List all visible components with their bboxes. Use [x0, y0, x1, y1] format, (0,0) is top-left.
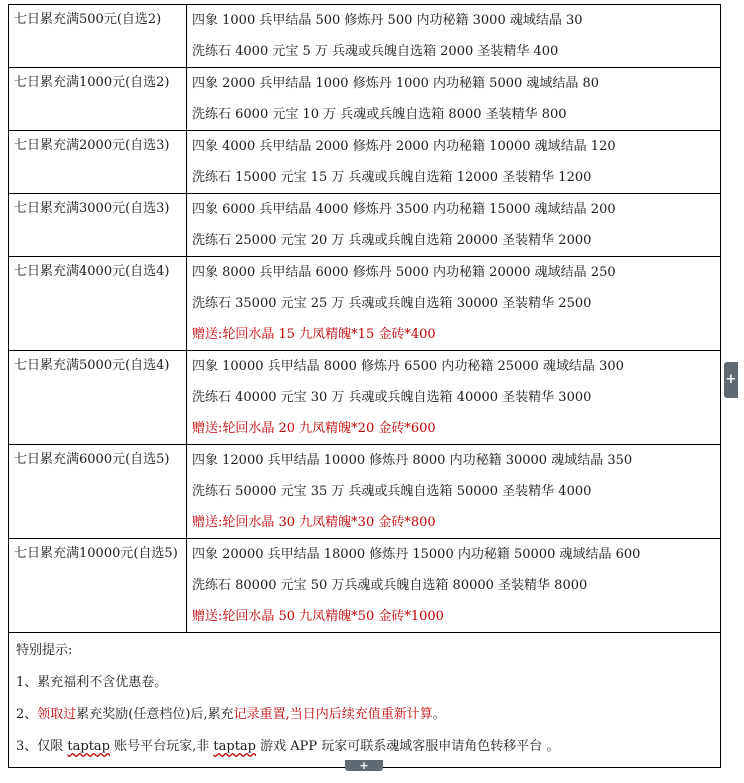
- reward-cell: [187, 131, 721, 194]
- table-row: [9, 68, 721, 131]
- reward-line: 洗练石 4000 元宝 5 万 兵魂或兵魄自选箱 2000 圣装精华 400: [192, 44, 559, 59]
- table-row: [9, 5, 721, 68]
- tier-cell: 七日累充满4000元(自选4): [9, 257, 187, 351]
- reward-line: 四象 10000 兵甲结晶 8000 修炼丹 6500 内功秘籍 25000 魂域结晶 300: [192, 359, 624, 374]
- tier-cell: 七日累充满6000元(自选5): [9, 445, 187, 539]
- note-3-suffix: 游戏 APP 玩家可联系魂域客服申请角色转移平台 。: [256, 739, 560, 754]
- reward-cell: [187, 194, 721, 257]
- expand-bottom-handle[interactable]: [345, 760, 383, 771]
- tier-cell: 七日累充满10000元(自选5): [9, 539, 187, 633]
- tier-cell: 七日累充满1000元(自选2): [9, 68, 187, 131]
- reward-line: 洗练石 50000 元宝 35 万 兵魂或兵魄自选箱 50000 圣装精华 4000: [192, 484, 592, 499]
- tier-cell: 七日累充满5000元(自选4): [9, 351, 187, 445]
- note-3-brand: taptap: [67, 739, 110, 754]
- notes-title: 特别提示:: [16, 643, 73, 658]
- note-3-brand: taptap: [213, 739, 256, 754]
- reward-cell: [187, 68, 721, 131]
- reward-line: 洗练石 6000 元宝 10 万 兵魂或兵魄自选箱 8000 圣装精华 800: [192, 107, 567, 122]
- tier-cell: 七日累充满500元(自选2): [9, 5, 187, 68]
- note-2-middle: 累充奖励(任意档位)后,累充: [76, 707, 234, 722]
- table-row: [9, 194, 721, 257]
- gift-line: 赠送:轮回水晶 50 九凤精魄*50 金砖*1000: [192, 609, 444, 624]
- notes-cell: [9, 633, 721, 768]
- gift-line: 赠送:轮回水晶 15 九凤精魄*15 金砖*400: [192, 327, 436, 342]
- reward-line: 洗练石 25000 元宝 20 万 兵魂或兵魄自选箱 20000 圣装精华 2000: [192, 233, 592, 248]
- reward-line: 四象 2000 兵甲结晶 1000 修炼丹 1000 内功秘籍 5000 魂域结晶 80: [192, 76, 600, 91]
- table-row: [9, 131, 721, 194]
- tier-cell: 七日累充满3000元(自选3): [9, 194, 187, 257]
- note-2-highlight-claimed: 领取过: [37, 707, 77, 722]
- note-2: [16, 699, 713, 731]
- table-row: [9, 257, 721, 351]
- reward-line: 四象 6000 兵甲结晶 4000 修炼丹 3500 内功秘籍 15000 魂域结晶 200: [192, 202, 616, 217]
- reward-line: 四象 1000 兵甲结晶 500 修炼丹 500 内功秘籍 3000 魂域结晶 30: [192, 13, 583, 28]
- note-3-middle: 账号平台玩家,非: [110, 739, 214, 754]
- plus-icon: +: [359, 759, 369, 772]
- note-3-prefix: 3、仅限: [16, 739, 68, 754]
- gift-line: 赠送:轮回水晶 20 九凤精魄*20 金砖*600: [192, 421, 436, 436]
- note-2-suffix: 。: [432, 707, 446, 722]
- reward-line: 四象 12000 兵甲结晶 10000 修炼丹 8000 内功秘籍 30000 魂域结晶 350: [192, 453, 633, 468]
- notes-row: [9, 633, 721, 768]
- reward-line: 四象 4000 兵甲结晶 2000 修炼丹 2000 内功秘籍 10000 魂域结晶 120: [192, 139, 616, 154]
- reward-cell: [187, 539, 721, 633]
- reward-cell: [187, 257, 721, 351]
- reward-line: 洗练石 40000 元宝 30 万 兵魂或兵魄自选箱 40000 圣装精华 3000: [192, 390, 592, 405]
- reward-cell: [187, 445, 721, 539]
- plus-icon: +: [725, 372, 737, 387]
- reward-line: 洗练石 35000 元宝 25 万 兵魂或兵魄自选箱 30000 圣装精华 2500: [192, 296, 592, 311]
- note-1: 1、累充福利不含优惠卷。: [16, 675, 168, 690]
- tier-cell: 七日累充满2000元(自选3): [9, 131, 187, 194]
- expand-side-handle[interactable]: [724, 362, 738, 398]
- reward-cell: [187, 5, 721, 68]
- reward-line: 洗练石 15000 元宝 15 万 兵魂或兵魄自选箱 12000 圣装精华 1200: [192, 170, 592, 185]
- table-row: [9, 351, 721, 445]
- reward-line: 四象 8000 兵甲结晶 6000 修炼丹 5000 内功秘籍 20000 魂域结晶 250: [192, 265, 616, 280]
- reward-table: [8, 4, 721, 768]
- reward-line: 洗练石 80000 元宝 50 万兵魂或兵魄自选箱 80000 圣装精华 8000: [192, 578, 588, 593]
- note-2-prefix: 2、: [16, 707, 38, 722]
- reward-line: 四象 20000 兵甲结晶 18000 修炼丹 15000 内功秘籍 50000 魂域结晶 600: [192, 547, 641, 562]
- table-row: [9, 445, 721, 539]
- reward-cell: [187, 351, 721, 445]
- note-2-highlight-reset: 记录重置,当日内后续充值重新计算: [233, 707, 433, 722]
- table-row: [9, 539, 721, 633]
- gift-line: 赠送:轮回水晶 30 九凤精魄*30 金砖*800: [192, 515, 436, 530]
